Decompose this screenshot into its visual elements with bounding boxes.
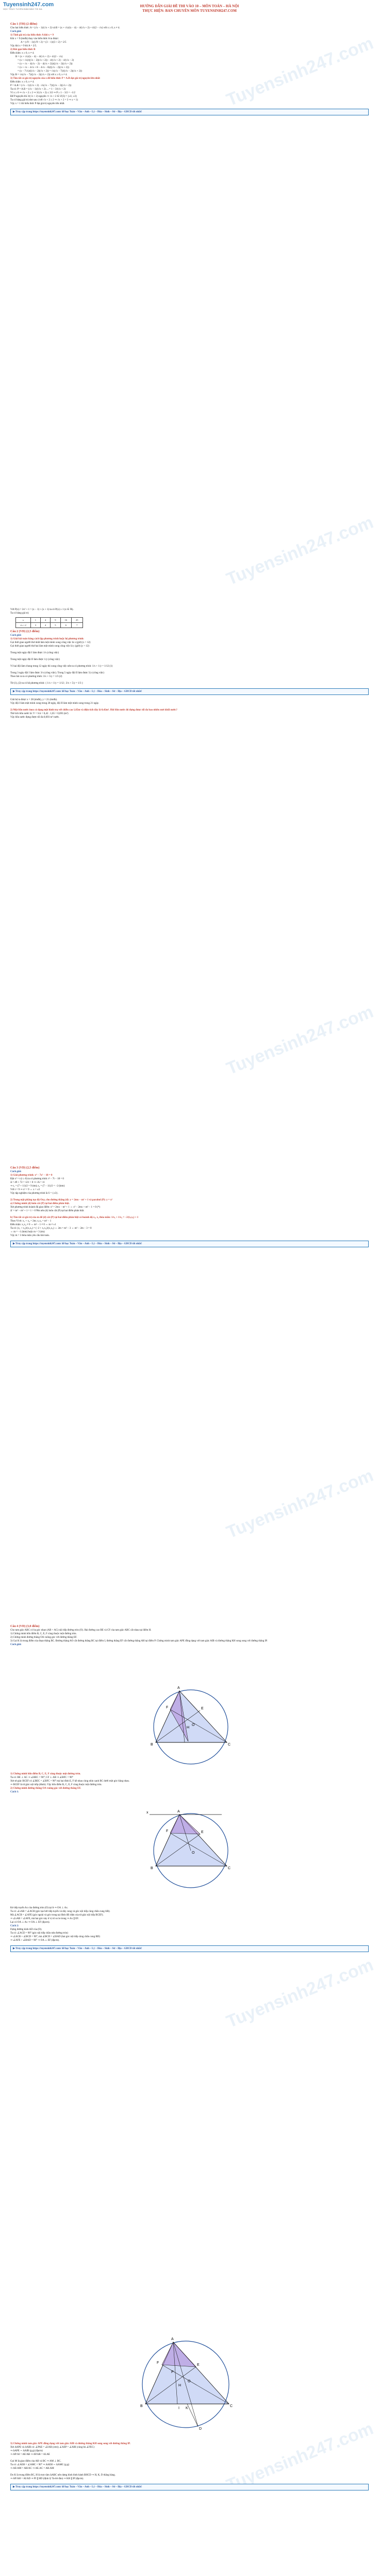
text-line: ⇒ ∠ACB + ∠BCD = 90°, mà ∠BCD = ∠BAD (hai góc nội tiếp cùng chắn cung BD) (10, 1936, 100, 1938)
svg-text:A: A (177, 1686, 180, 1690)
value-table (15, 617, 83, 628)
svg-text:E: E (201, 1707, 204, 1710)
text-line: 2) Chứng minh đường thẳng OA vuông góc với đường thẳng EF. (10, 1636, 77, 1639)
svg-text:C: C (228, 1743, 231, 1747)
text-line: Ta có bảng giá trị: (10, 612, 29, 615)
table-cell: 3 (30, 623, 40, 628)
text-line: Thể tích bồn nước là: V = S.h = 0,42 . 1,65 = 0,693 (m³) (10, 713, 69, 715)
equation: B = (x + √x)/(x − 4) − 4/(√x + 2) + 4/(2 − √x) (15, 56, 63, 58)
text-line: ⇒ ∠AFE + ∠BAD = 90° ⇒ OA ⊥ EF (đpcm). (10, 1939, 60, 1942)
equation: Để P nguyên thì 3/(√x + 2) nguyên ⇒ √x + 2 ∈ Ư(3) = {±1; ±3} (10, 95, 77, 98)
problem-statement: Cho tam giác ABC có ba góc nhọn (AB < AC) nội tiếp đường tròn (O). Hai đường cao BE và CF của tam giác ABC cắt nhau tại điểm H. (10, 1629, 152, 1632)
svg-text:E: E (201, 1831, 204, 1834)
svg-text:D: D (199, 2427, 202, 2431)
title-line-1: HƯỚNG DẪN GIẢI ĐỀ THI VÀO 10 – MÔN TOÁN – HÀ NỘI (140, 4, 239, 8)
section-1 (10, 21, 369, 118)
text-line: Trong một ngày đội I làm được 1/x (công việc) (10, 652, 59, 654)
svg-text:K: K (186, 2406, 188, 2410)
text-line: Ta có bảng giá trị như sau: (với √x + 2 ≥ 2 ⇒ √x + 2 = 3 ⇒ x = 1) (10, 99, 78, 101)
geometry-figure-1 (139, 1680, 242, 1767)
ad-text: Truy cập trang https://tuyensinh247.com/ để học Toán – Văn – Anh – Lý – Hóa – Sinh – Sử – Địa – GDCD tốt nhất! (15, 111, 142, 113)
text-line: Dựng đường kính AD của (O). (10, 1928, 42, 1931)
section-3 (10, 1164, 369, 1250)
solution-label: Cách giải: (10, 1643, 22, 1646)
sub-question: 3) Tìm tất cả giá trị nguyên của x để biểu thức P = A.B đạt giá trị nguyên lớn nhất (10, 77, 100, 80)
svg-text:A: A (171, 2337, 174, 2341)
table-cell: 7 (72, 623, 83, 628)
text-line: Theo Vi-ét: x₁ + x₂ = 2m; x₁x₂ = m² − 1 (10, 1220, 52, 1223)
logo-text: Tuyensinh247.com (3, 2, 54, 8)
text-line: Trong 3 ngày đội I làm được 3/x (công việc). Trong 5 ngày đội II làm được 5/y (công việc) (10, 672, 104, 674)
sub-question: 3) Chứng minh tam giác APE đồng dạng với tam giác AIB và đường thẳng KH song song với đường thẳng IP. (10, 2443, 130, 2445)
text-line: Ta có: ∠xAB = ∠ACB (góc tạo bởi tiếp tuyến và dây cung và góc nội tiếp cùng chắn cung AB). (10, 1910, 110, 1913)
section-4b (10, 1772, 369, 1794)
ad-banner[interactable]: ▶ Truy cập trang https://tuyensinh247.com/ để học Toán – Văn – Anh – Lý – Hóa – Sinh – Sử – Địa – GDCD tốt nhất! (10, 1241, 369, 1247)
svg-text:F: F (157, 2361, 159, 2365)
document-title (0, 4, 379, 13)
table-row (16, 623, 83, 628)
text-line: Đặt x² = t (t ≥ 0) ta có phương trình: t² − 7t − 18 = 0 (10, 1178, 64, 1180)
svg-text:H: H (178, 2384, 182, 2387)
svg-text:B: B (151, 1743, 153, 1747)
sub-question: a) Chứng minh (d) luôn cắt (P) tại hai điểm phân biệt. (10, 1202, 70, 1205)
svg-text:B: B (140, 2404, 143, 2408)
ad-banner[interactable]: ▶ Truy cập trang https://tuyensinh247.com/ để học Toán – Văn – Anh – Lý – Hóa – Sinh – Sử – Địa – GDCD tốt nhất! (10, 1945, 369, 1952)
text-line: Δ' = m² − m² + 1 = 1 > 0 ∀m nên (d) luôn cắt (P) tại hai điểm phân biệt. (10, 1210, 85, 1212)
text-line: Điều kiện: x₁x₂ ≠ 0 ⇔ m² − 1 ≠ 0 ⇔ m ≠ ±1 (10, 1224, 56, 1226)
sub-question: 1) Chứng minh bốn điểm B, C, E, F cùng thuộc một đường tròn. (10, 1773, 81, 1775)
text-line: 3) Gọi K là trung điểm của đoạn thẳng BC. Đường thẳng AO cắt đường thẳng BC tại điểm I, đường thẳng EF cắt đường thẳng AH tại điểm P. Chứng minh tam giác APE đồng dạng với tam giác AIB và đường thẳng KH song song với đường thẳng IP. (10, 1640, 268, 1642)
equation: Ta có: P = A.B = (√x − 1)/(√x + 2) ... = 1 − 3/(√x + 2) (10, 88, 66, 91)
text-line: Vậy B = √x(√x − 7)/((√x − 2)(√x + 2)) với x ≥ 0, x ≠ 4. (10, 74, 68, 76)
text-line: Vậy khi x = 9 thì A = 2/5. (10, 45, 37, 47)
section-5 (10, 1906, 369, 1955)
sub-question: 1) Giải bài toán bằng cách lập phương trình hoặc hệ phương trình: (10, 638, 84, 640)
watermark: Tuyensinh247.com (223, 1465, 376, 1543)
svg-text:x: x (146, 1811, 149, 1815)
ad-text: Truy cập trang https://tuyensinh247.com/ để học Toán – Văn – Anh – Lý – Hóa – Sinh – Sử – Địa – GDCD tốt nhất! (15, 690, 142, 693)
svg-text:I: I (178, 2406, 179, 2410)
question-heading: Câu 2 (VD) (2,5 điểm) (10, 630, 40, 633)
equation: = (x + √x)/((√x − 2)(√x + 2)) − 4/(√x + 2) − 4/(√x − 2) (18, 59, 74, 62)
table-cell: 9 (51, 618, 60, 623)
text-line: Gọi thời gian người thứ nhất làm một mình xong công việc là x (giờ) (x > 12) (10, 641, 91, 644)
text-line: Ta có: ∠ACD = 90° (góc nội tiếp chắn nửa đường tròn) (10, 1932, 68, 1935)
title-line-2: THỰC HIỆN: BAN CHUYÊN MÔN TUYENSINH247.COM (142, 9, 237, 13)
text-line: Vậy đội I làm một mình xong trong 28 ngày, đội II làm một mình xong trong 21 ngày. (10, 702, 100, 705)
svg-text:B: B (151, 1867, 153, 1870)
question-heading: Câu 1 (TH) (2 điểm) (10, 23, 37, 26)
method-label: Cách 1: (10, 1791, 19, 1793)
text-line: Ta có: ∠AEH = ∠AMC = 90° ⇒ ΔAEH ∽ ΔAMC (g.g) (10, 2464, 70, 2466)
text-line: Vậy x = 1 thì biểu thức P đạt giá trị nguyên lớn nhất. (10, 103, 65, 105)
equation: = (x − 7√x)/((√x − 2)(√x + 2)) = √x(√x − 7)/((√x − 2)(√x + 2)) (18, 70, 82, 73)
svg-text:E: E (197, 2363, 200, 2367)
solution-label: Cách giải: (10, 30, 22, 33)
text-line: Điều kiện: x ≥ 0, x ≠ 4. (10, 52, 35, 55)
watermark: Tuyensinh247.com (223, 2418, 376, 2496)
text-line: Điều kiện: x ≥ 0, x ≠ 4. (10, 81, 35, 83)
sub-question: 1) Tính giá trị của biểu thức A khi x = 9 (10, 34, 54, 37)
table-cell: 6 (60, 623, 72, 628)
ad-text: Truy cập trang https://tuyensinh247.com/ để học Toán – Văn – Anh – Lý – Hóa – Sinh – Sử – Địa – GDCD tốt nhất! (15, 1243, 142, 1245)
watermark: Tuyensinh247.com (223, 33, 376, 110)
section-5b (10, 2442, 369, 2494)
text-line: ⇒ AP/AH = AI/AD ⇒ PI ∥ HD (định lý Ta-lét đảo) ⇒ KH ∥ IP (đpcm). (10, 2478, 84, 2480)
geometry-figure-2 (139, 1803, 242, 1891)
solution-label: Cách giải: (10, 634, 22, 637)
svg-text:A: A (177, 1810, 180, 1814)
text-line: ⇒ BCEF là tứ giác nội tiếp (dhnb). Vậy bốn điểm B, C, E, F cùng thuộc một đường tròn. (10, 1784, 102, 1786)
table-cell: 4 (41, 618, 51, 623)
text-line: Khi x = 9 (tmđk) thay vào biểu thức A ta được: (10, 38, 59, 40)
svg-text:F: F (166, 1829, 169, 1833)
sub-question: 2) Rút gọn biểu thức B (10, 48, 36, 51)
table-cell: 1 (30, 618, 40, 623)
equation: Với t = 9 ⇒ x² = 9 ⇔ x = ±3 (10, 1189, 40, 1191)
table-cell: x (16, 618, 31, 623)
text-line: Xét tứ giác BCEF có ∠BEC = ∠BFC = 90° mà hai đỉnh E, F kề nhau cùng nhìn cạnh BC dưới một góc bằng nhau. (10, 1780, 130, 1783)
problem-statement: Cho hai biểu thức: A = (√x − 1)/(√x + 2) và B = (x + √x)/(x − 4) − 4/(√x + 2) + 4/(2 − √x) với x ≥ 0, x ≠ 4. (10, 27, 120, 29)
ad-text: Truy cập trang https://tuyensinh247.com/ để học Toán – Văn – Anh – Lý – Hóa – Sinh – Sử – Địa – GDCD tốt nhất! (15, 1947, 142, 1950)
equation: = (x + √x − 4√x + 8 − 4√x − 8)/((√x − 2)(√x + 2)) (18, 66, 69, 69)
text-line: Giải hệ ta được x = 28 (tmđk), y = 21 (tmđk). (10, 699, 58, 701)
table-cell: 4 (41, 623, 51, 628)
watermark: Tuyensinh247.com (223, 1955, 376, 2032)
ad-banner[interactable]: ▶ Truy cập trang https://tuyensinh247.com/ để học Toán – Văn – Anh – Lý – Hóa – Sinh – Sử – Địa – GDCD tốt nhất! (10, 688, 369, 695)
equation: P = A.B = (√x − 1)/(√x + 2) . √x(√x − 7)/((√x − 2)(√x + 2)) (10, 84, 72, 87)
equation: Từ (1), (2) ta có hệ phương trình: { 1/x + 1/y = 1/12 ; 3/x + 5/y = 1/3 } (10, 682, 84, 685)
text-line: Vậy bồn nước đựng được tối đa 0,693 m³ nước. (10, 716, 60, 719)
equation: ⇒ t₁ = (7 + 11)/2 = 9 (tm); t₂ = (7 − 11)/2 = −2 (ktm) (10, 1185, 65, 1188)
text-line: Xét ΔAPE và ΔAIB có: ∠PAE = ∠IAB (cmt); ∠AEP = ∠ABI (cùng bù ∠FEC) (10, 2446, 94, 2449)
solution-label: Cách giải: (10, 1171, 22, 1173)
table-row (16, 618, 83, 623)
text-line: ⇒ ∠xAB = ∠AFE, mà hai góc này ở vị trí so le trong ⇒ Ax ∥ EF. (10, 1918, 79, 1920)
svg-text:P: P (171, 2370, 174, 2374)
text-line: ⇒ ΔAPE ∽ ΔAIB (g.g) (đpcm) (10, 2450, 43, 2452)
text-line: Trong một ngày đội II làm được 1/y (công việc) (10, 658, 60, 661)
text-line: Gọi thời gian người thứ hai làm một mình xong công việc là y (giờ) (y > 12) (10, 645, 89, 648)
text-line: Theo bài ra ta có phương trình: 3/x + 5/y = 1/3 (2) (10, 675, 62, 678)
text-line: Ta có: BE ⊥ AC ⇒ ∠BEC = 90°; CF ⊥ AB ⇒ ∠BFC = 90° (10, 1776, 73, 1779)
text-line: Vậy tập nghiệm của phương trình là S = {±3}. (10, 1192, 58, 1195)
text-line: Vậy m = 3 thỏa mãn yêu cầu bài toán. (10, 1234, 50, 1237)
equation: A = (√9 − 1)/(√9 + 2) = (3 − 1)/(3 + 2) = 2/5 (21, 41, 67, 44)
table-cell: √x + 2 (16, 623, 31, 628)
text-line: ⇒ AP/AI = AE/AB ⇒ AP.AB = AI.AE (10, 2453, 50, 2456)
watermark: Tuyensinh247.com (223, 512, 376, 589)
table-cell: 16 (60, 618, 72, 623)
svg-text:O: O (192, 1723, 195, 1727)
equation: Δ = 49 + 72 = 121 > 0 ⇒ √Δ = 11 (10, 1181, 45, 1184)
table-cell: 5 (51, 623, 60, 628)
question-heading: Câu 3 (VD) (2,5 điểm) (10, 1166, 40, 1170)
method-label: Cách 2: (10, 1925, 19, 1927)
text-line: Lại có OA ⊥ Ax ⇒ OA ⊥ EF (đpcm). (10, 1921, 50, 1924)
svg-text:O: O (188, 2380, 191, 2383)
text-line: Với P(x) = 2x² + 1 = (x − 1) + (x + 1) ta có P(x) ≥ 1 (x ∈ ℝ). (10, 608, 74, 611)
sub-question: 2) Một bồn nước inox có dạng một hình trụ với chiều cao 1,65m và diện tích đáy là 0,42m². Hỏi bồn nước đó đựng được tối đa bao nhiêu mét khối nước? (10, 709, 177, 711)
svg-text:C: C (228, 1867, 231, 1870)
sub-question: 2) Trong mặt phẳng tọa độ Oxy, cho đường thẳng (d): y = 2mx − m² + 1 và parabol (P): y = x² (10, 1199, 112, 1201)
svg-text:F: F (166, 1706, 169, 1709)
sub-question: b) Tìm tất cả giá trị của m để (d) cắt (P) tại hai điểm phân biệt có hoành độ x₁, x₂ thỏa mãn: 1/x₁ + 1/x₂ = −2/(x₁x₂) + 1 (10, 1216, 139, 1219)
text-line: Xét phương trình hoành độ giao điểm: x² = 2mx − m² + 1 ⇔ x² − 2mx + m² − 1 = 0 (*) (10, 1206, 100, 1209)
equation: Ta có: (x₁ + x₂)/(x₁x₂) = (−2 + x₁x₂)/(x₁x₂) ⇔ 2m = m² − 3 ⇔ m² − 2m − 3 = 0 (10, 1227, 92, 1230)
text-line: Do K là trung điểm BC, H là trực tâm ΔABC nên dựng hình bình hành BHCD ⇒ H, K, D thẳng hàng. (10, 2474, 116, 2477)
text-line: Kẻ tiếp tuyến Ax của đường tròn (O) tại A ⇒ OA ⊥ Ax. (10, 1907, 68, 1909)
question-heading: Câu 4 (VD) (3,0 điểm) (10, 1625, 40, 1628)
logo-tagline: HỌC TRỰC TUYẾN ĐẢM BẢO TỐI ĐA (3, 8, 42, 10)
text-line: Vì hai đội làm chung trong 12 ngày thì xong công việc nên ta có phương trình: 1/x + 1/y = 1/12 (1) (10, 665, 113, 668)
section-4 (10, 1623, 369, 1647)
sub-question: 2) Chứng minh đường thẳng OA vuông góc với đường thẳng EF. (10, 1787, 81, 1790)
text-line: ⇒ AE/AM = AH/AC ⇒ AE.AC = AH.AM (10, 2467, 54, 2470)
equation: = (x + √x − 4(√x − 2) − 4(√x + 2))/((√x − 2)(√x + 2)) (18, 63, 73, 65)
section-2 (10, 608, 369, 719)
watermark: Tuyensinh247.com (223, 1002, 376, 1079)
text-line: Gọi M là giao điểm của AH và BC ⇒ AM ⊥ BC. (10, 2460, 61, 2463)
geometry-figure-3 (124, 2329, 248, 2432)
ad-banner[interactable]: ▶ Truy cập trang https://tuyensinh247.com/ để học Toán – Văn – Anh – Lý – Hóa – Sinh – Sử – Địa – GDCD tốt nhất! (10, 109, 369, 115)
svg-text:H: H (187, 1726, 190, 1730)
equation: ⇔ m = −1 (ktm) hoặc m = 3 (tm) (10, 1231, 45, 1233)
svg-text:C: C (230, 2404, 233, 2408)
equation: Vì x ≥ 0 ⇒ √x + 2 ≥ 2 ⇒ 3/(√x + 2) ≤ 3/2 ⇒ P ≥ 1 − 3/2 = −1/2 (10, 92, 75, 94)
svg-text:O: O (192, 1851, 195, 1855)
ad-banner[interactable]: ▶ Truy cập trang https://tuyensinh247.com/ để học Toán – Văn – Anh – Lý – Hóa – Sinh – Sử – Địa – GDCD tốt nhất! (10, 2484, 369, 2490)
ad-text: Truy cập trang https://tuyensinh247.com/ để học Toán – Văn – Anh – Lý – Hóa – Sinh – Sử – Địa – GDCD tốt nhất! (15, 2486, 142, 2488)
sub-question: 1) Giải phương trình: x⁴ − 7x² − 18 = 0 (10, 1174, 53, 1177)
table-cell: 25 (72, 618, 83, 623)
text-line: 1) Chứng minh bốn điểm B, C, E, F cùng thuộc một đường tròn. (10, 1633, 77, 1635)
text-line: Mà ∠ACB = ∠AFE (góc ngoài và góc trong tại đỉnh đối diện của tứ giác nội tiếp BCEF). (10, 1914, 104, 1917)
